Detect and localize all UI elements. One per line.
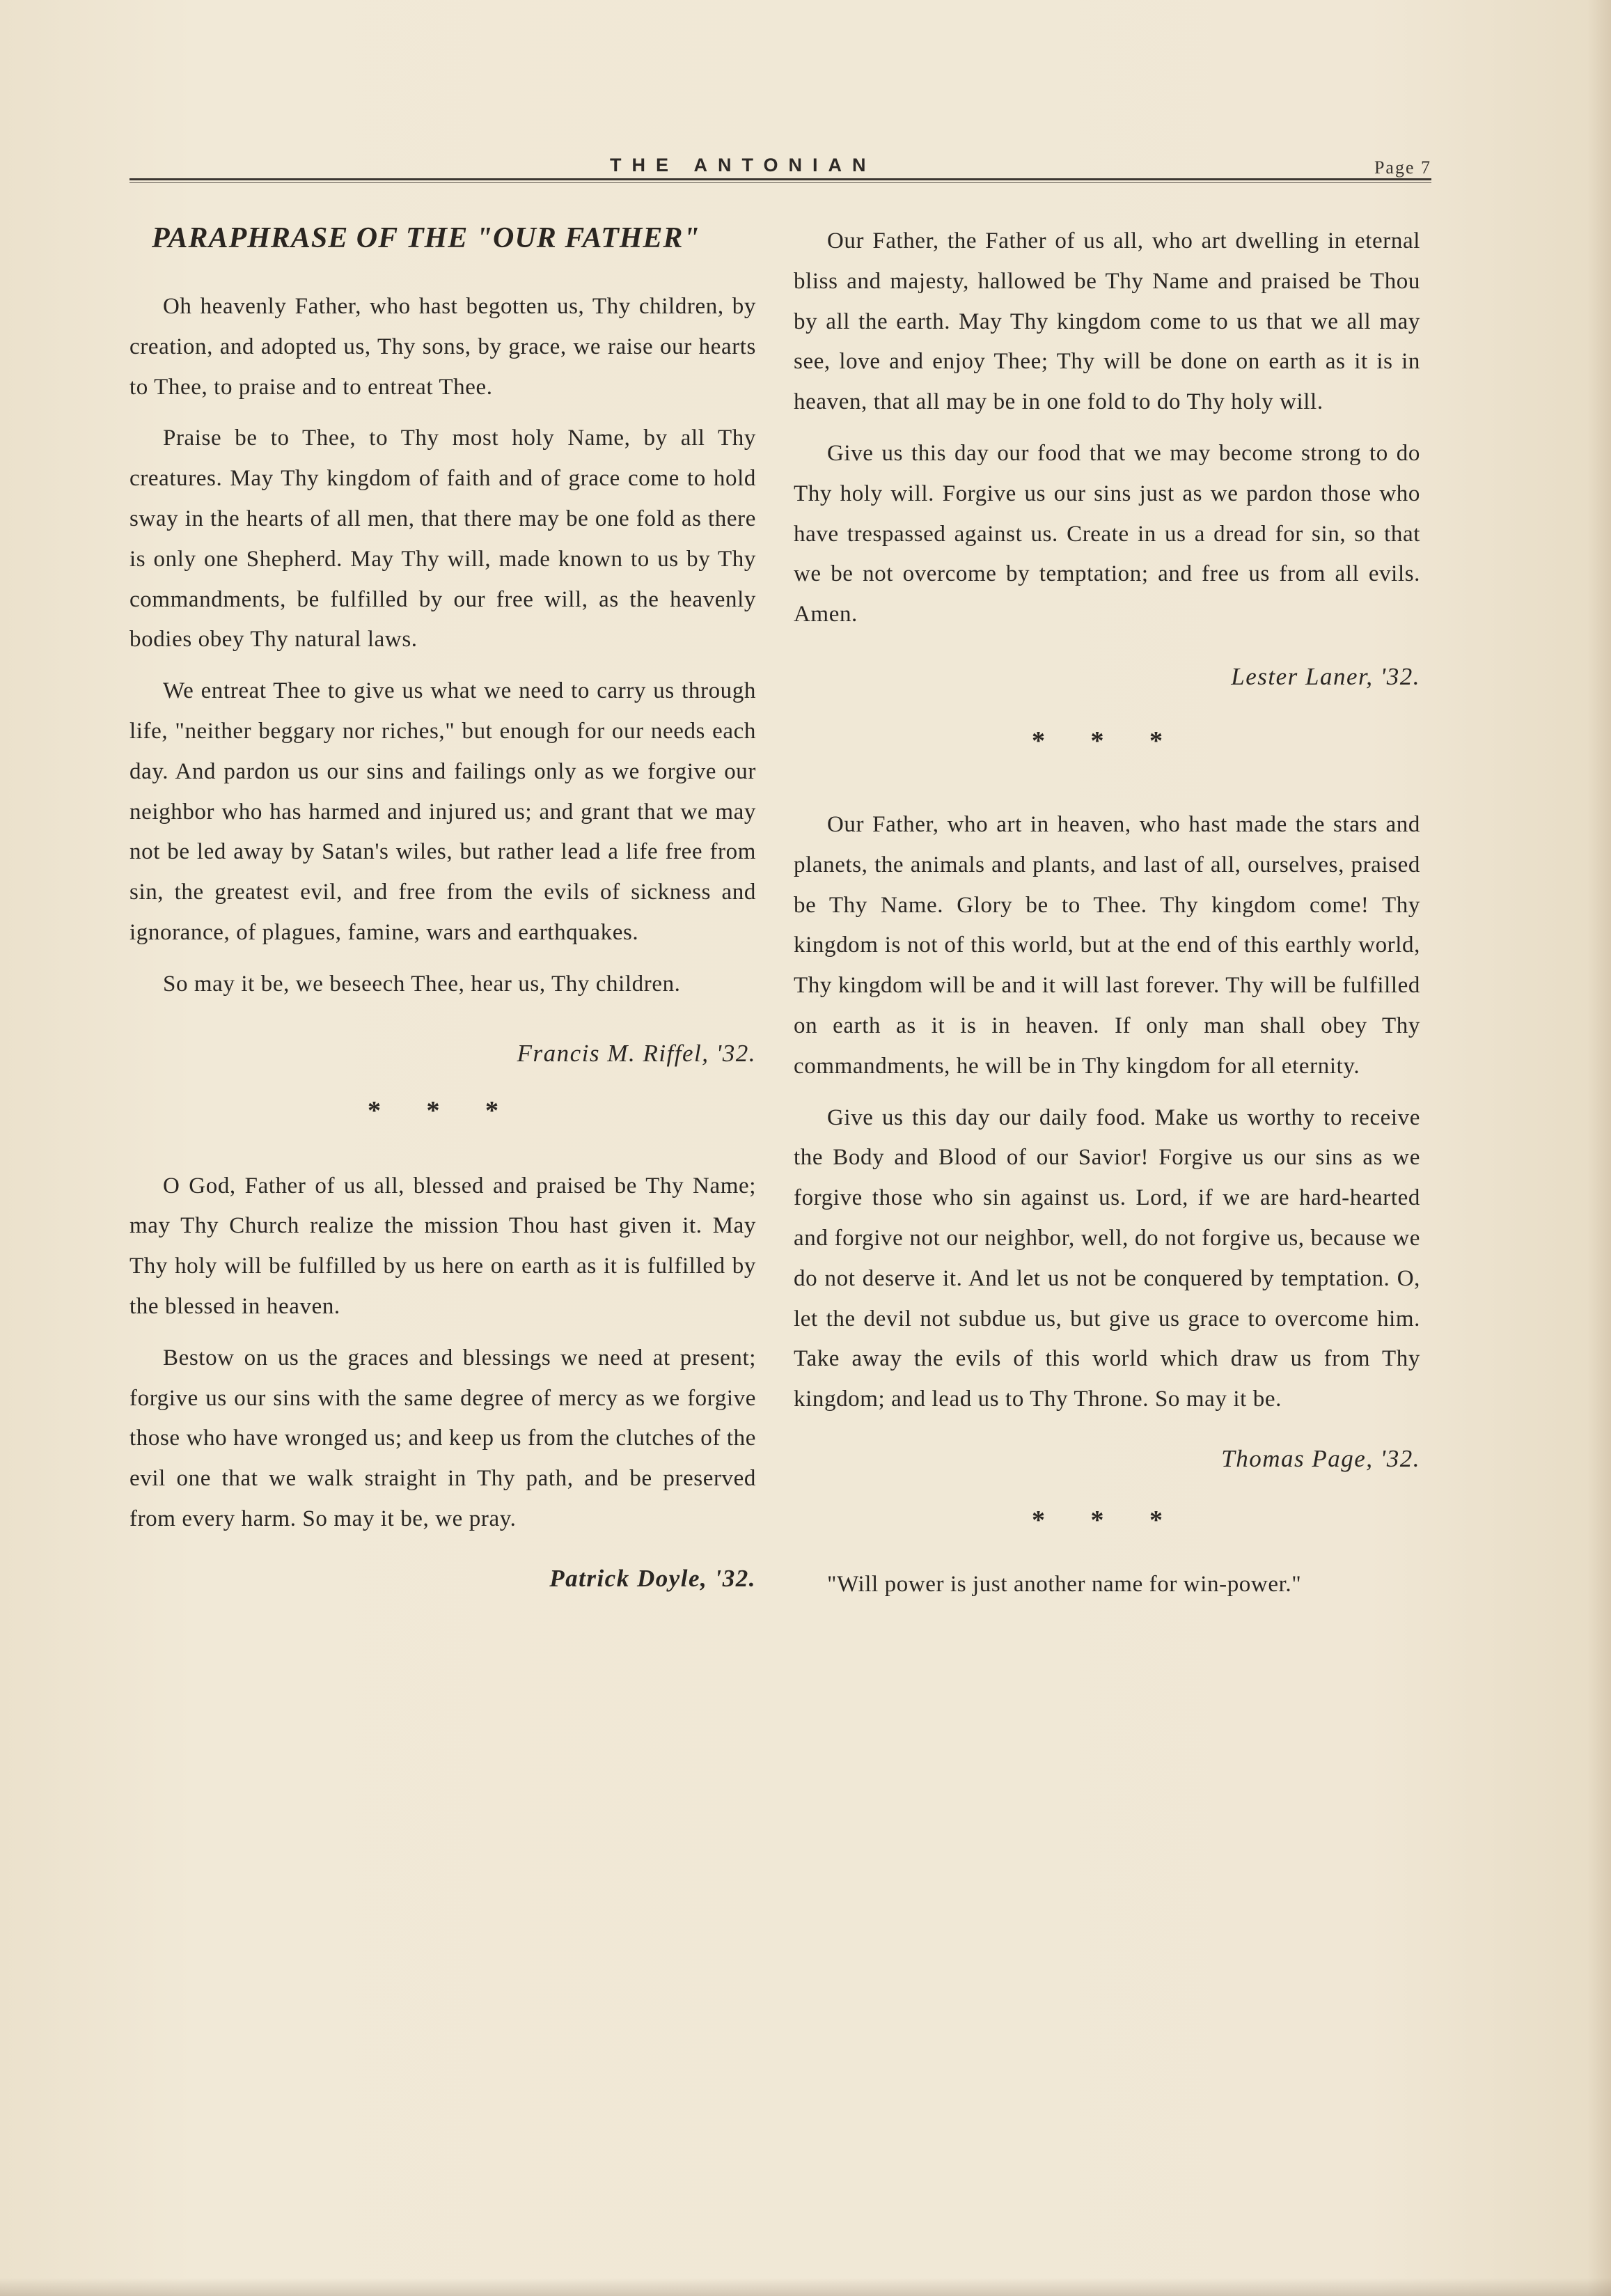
left-column (129, 221, 756, 1593)
author-signature: Lester Laner, '32. (1231, 662, 1420, 690)
right-column (794, 221, 1420, 1616)
header-rule-thin (129, 182, 1431, 183)
section-separator: * * * (1032, 1505, 1182, 1535)
page-edge-shadow (1587, 0, 1611, 2296)
paragraph: Give us this day our food that we may become strong to do Thy holy will. Forgive us our sins just as we pardon those who have trespassed against us. Create in us a dread for sin, so that we be not overcome by temptation; and free us from all evils. Amen. (794, 440, 1420, 627)
paragraph: Our Father, the Father of us all, who art dwelling in eternal bliss and majesty, hallowed be Thy Name and praised be Thou by all the earth. May Thy kingdom come to us that we all may see, love and enjoy Thee; Thy will be done on earth as it is in heaven, that all may be in one fold to do Thy holy will. (794, 228, 1420, 415)
header-rule (129, 178, 1431, 180)
paragraph: Our Father, who art in heaven, who hast made the stars and planets, the animals and plants, and last of all, ourselves, praised be Thy Name. Glory be to Thee. Thy kingdom come! Thy kingdom is not of this world, but at the end of this earthly world, Thy kingdom will be and it will last forever. Thy will be fulfilled on earth as it is in heaven. If only man shall obey Thy commandments, he will be in Thy kingdom for all eternity. (794, 811, 1420, 1079)
page-bottom-shadow (0, 2278, 1611, 2296)
page-number: Page 7 (1374, 157, 1431, 178)
closing-quote: "Will power is just another name for win-power." (827, 1571, 1302, 1597)
author-signature: Thomas Page, '32. (1221, 1444, 1420, 1472)
section-separator: * * * (1032, 726, 1182, 756)
section-separator: * * * (368, 1095, 518, 1125)
page-header (129, 152, 1431, 188)
author-signature: Francis M. Riffel, '32. (517, 1039, 756, 1067)
publication-title: THE ANTONIAN (610, 155, 877, 175)
paragraph: We entreat Thee to give us what we need to carry us through life, "neither beggary nor riches," but enough for our needs each day. And pardon us our sins and failings only as we forgive our neighbor who has harmed and injured us; and grant that we may not be led away by Satan's wiles, but rather lead a life free from sin, the greatest evil, and free from the evils of sickness and ignorance, of plagues, famine, wars and earthquakes. (129, 678, 756, 945)
paragraph: So may it be, we beseech Thee, hear us, Thy children. (163, 971, 681, 997)
article-title: PARAPHRASE OF THE "OUR FATHER" (152, 222, 700, 254)
paragraph: Give us this day our daily food. Make us worthy to receive the Body and Blood of our Savior! Forgive us our sins as we forgive those who sin against us. Lord, if we are hard-hearted and forgive not our neighbor, well, do not forgive us, because we do not deserve it. And let us not be conquered by temptation. O, let the devil not subdue us, but give us grace to overcome him. Take away the evils of this world which draw us from Thy kingdom; and lead us to Thy Throne. So may it be. (794, 1104, 1420, 1412)
paragraph: Oh heavenly Father, who hast begotten us, Thy children, by creation, and adopted us, Thy sons, by grace, we raise our hearts to Thee, to praise and to entreat Thee. (129, 294, 756, 400)
paragraph: Bestow on us the graces and blessings we need at present; forgive us our sins with the same degree of mercy as we forgive those who have wronged us; and keep us from the clutches of the evil one that we walk straight in Thy path, and be preserved from every harm. So may it be, we pray. (129, 1345, 756, 1531)
author-signature: Patrick Doyle, '32. (549, 1564, 756, 1592)
paragraph: Praise be to Thee, to Thy most holy Name, by all Thy creatures. May Thy kingdom of faith and of grace come to hold sway in the hearts of all men, that there may be one fold as there is only one Shepherd. May Thy will, made known to us by Thy commandments, be fulfilled by our free will, as the heavenly bodies obey Thy natural laws. (129, 425, 756, 653)
paragraph: O God, Father of us all, blessed and praised be Thy Name; may Thy Church realize the mission Thou hast given it. May Thy holy will be fulfilled by us here on earth as it is fulfilled by the blessed in heaven. (129, 1173, 756, 1319)
